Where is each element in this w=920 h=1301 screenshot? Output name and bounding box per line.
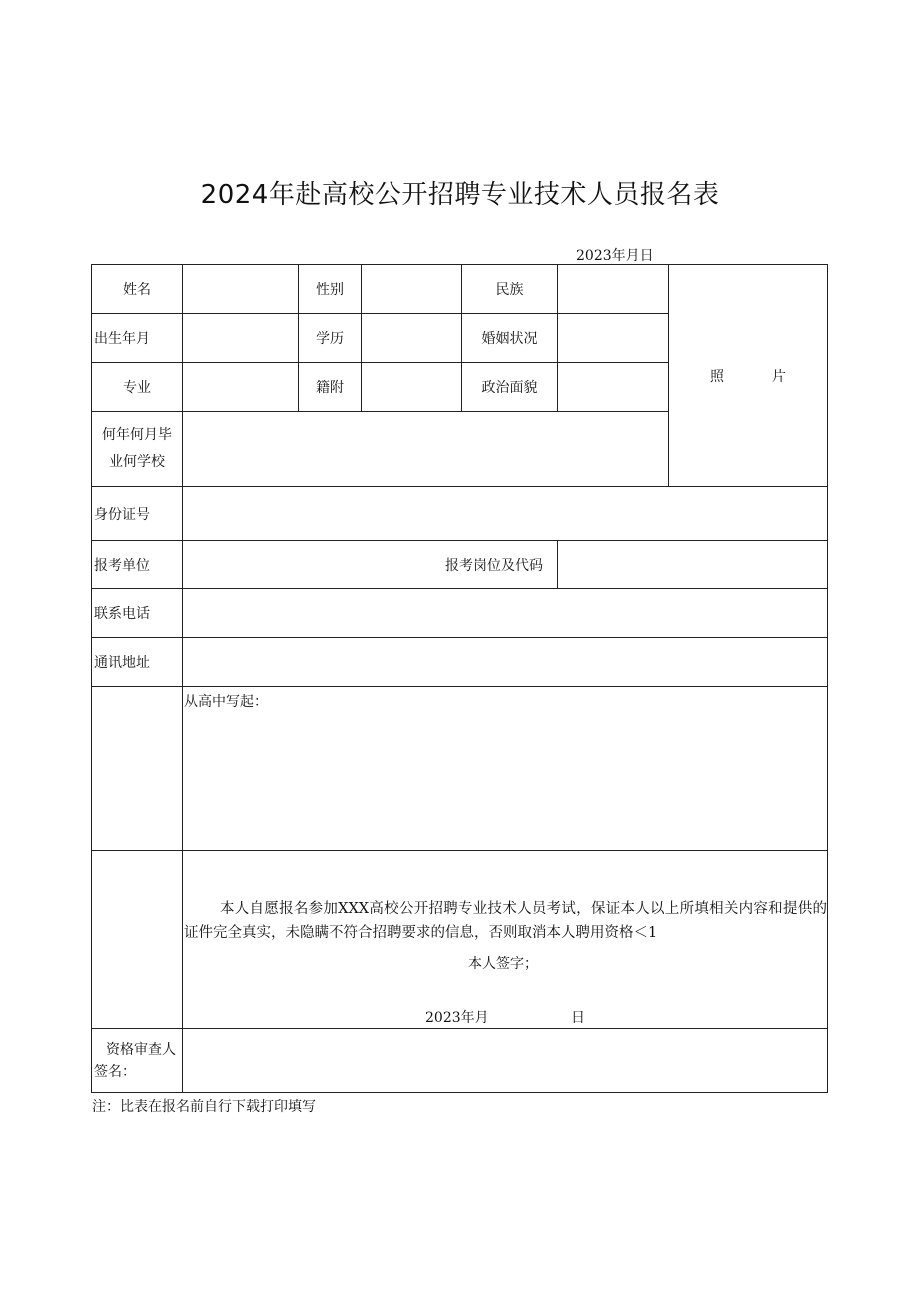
label-address: 通讯地址	[92, 638, 183, 687]
pledge-date-year-month: 2023年月	[425, 1010, 489, 1026]
label-graduation-line2: 业何学校	[109, 454, 165, 470]
field-marital[interactable]	[558, 314, 669, 363]
field-reviewer-signature[interactable]	[183, 1029, 828, 1093]
label-major: 专业	[92, 363, 183, 412]
field-position[interactable]	[558, 541, 828, 589]
label-birth: 出生年月	[92, 314, 183, 363]
label-political: 政治面貌	[462, 363, 558, 412]
label-ethnicity: 民族	[462, 265, 558, 314]
field-political[interactable]	[558, 363, 669, 412]
pledge-label-cell	[92, 851, 183, 1029]
label-phone: 联系电话	[92, 589, 183, 638]
field-ethnicity[interactable]	[558, 265, 669, 314]
field-name[interactable]	[183, 265, 299, 314]
field-id-number[interactable]	[183, 487, 828, 541]
field-gender[interactable]	[362, 265, 462, 314]
field-major[interactable]	[183, 363, 299, 412]
signature-label: 本人签字；	[468, 956, 538, 972]
pledge-text: 本人自愿报名参加XXX高校公开招聘专业技术人员考试，保证本人以上所填相关内容和提供的证件完全真实，未隐瞒不符合招聘要求的信息，否则取消本人聘用资格＜1	[184, 901, 827, 941]
label-gender: 性别	[299, 265, 362, 314]
pledge-cell	[183, 851, 828, 1029]
field-address[interactable]	[183, 638, 828, 687]
form-title: 2024年赴高校公开招聘专业技术人员报名表	[200, 180, 720, 210]
field-unit[interactable]	[183, 541, 558, 589]
field-birth[interactable]	[183, 314, 299, 363]
field-phone[interactable]	[183, 589, 828, 638]
label-reviewer-line1: 资格审查人	[106, 1041, 176, 1058]
photo-area[interactable]	[669, 265, 828, 487]
field-resume[interactable]	[183, 687, 828, 851]
label-name: 姓名	[92, 265, 183, 314]
footnote: 注：比表在报名前自行下载打印填写	[92, 1099, 316, 1115]
label-native-place: 籍附	[299, 363, 362, 412]
label-graduation-line1: 何年何月毕	[102, 427, 172, 443]
label-education: 学历	[299, 314, 362, 363]
field-native-place[interactable]	[362, 363, 462, 412]
pledge-date	[425, 1007, 585, 1027]
form-date: 2023年月日	[576, 248, 654, 264]
label-id-number: 身份证号	[92, 487, 183, 541]
photo-label-1: 照	[710, 368, 724, 385]
label-reviewer	[92, 1029, 183, 1093]
field-education[interactable]	[362, 314, 462, 363]
resume-label-cell	[92, 687, 183, 851]
registration-form-table	[91, 264, 828, 1093]
field-graduation[interactable]	[183, 412, 669, 487]
photo-label-2: 片	[772, 368, 786, 385]
label-graduation	[92, 412, 183, 487]
label-unit: 报考单位	[92, 541, 183, 589]
pledge-date-day: 日	[571, 1010, 585, 1026]
resume-hint: 从高中写起：	[184, 694, 268, 710]
label-reviewer-line2: 签名：	[94, 1063, 136, 1080]
label-position: 报考岗位及代码	[445, 557, 543, 574]
label-marital: 婚姻状况	[462, 314, 558, 363]
